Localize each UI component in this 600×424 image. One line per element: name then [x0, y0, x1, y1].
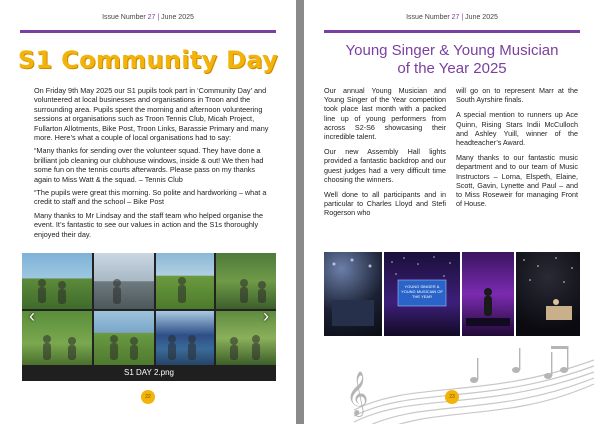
page-number: 23	[445, 390, 459, 404]
header-separator: |	[461, 14, 464, 21]
slideshow-caption: S1 DAY 2.png	[22, 365, 276, 381]
article-paragraph: “Many thanks for sending over the volunteer squad. They have done a brilliant job cleaning our clubhouse windows, inside & out! We then had some fun on the tennis courts afterwards. Please pass on my thanks again to Miss Watt & the squad. – Tennis Club	[34, 146, 264, 184]
header-rule	[324, 30, 580, 33]
header-rule	[20, 30, 276, 33]
issue-number: 27	[451, 14, 460, 21]
slideshow-next-button[interactable]: ›	[263, 306, 269, 326]
article-body	[34, 86, 270, 243]
article-paragraph: will go on to represent Marr at the South Ayrshire finals.	[456, 86, 578, 105]
stage-screen-text: YOUNG SINGER & YOUNG MUSICIAN OF THE YEAR	[400, 284, 443, 299]
left-page	[0, 0, 296, 424]
article-paragraph: Well done to all participants and in particular to Charles Lloyd and Stefi Rogerson who	[324, 190, 446, 218]
svg-text:𝄞: 𝄞	[346, 371, 369, 415]
article-paragraph: Our annual Young Musician and Young Singer of the Year competition took place last month with a packed line up of young performers from across S2-S6 showcasing their incredible talent.	[324, 86, 446, 142]
issue-date: June 2025	[161, 14, 194, 21]
page-number: 22	[141, 390, 155, 404]
photo-hall-lights	[324, 252, 382, 336]
issue-label: Issue Number	[406, 14, 450, 21]
issue-label: Issue Number	[102, 14, 146, 21]
article-paragraph: Many thanks to Mr Lindsay and the staff team who helped organise the event. It’s fantastic to see our values in action and the S1s thoroughly enjoyed their day.	[34, 210, 264, 239]
article-paragraph: Many thanks to our fantastic music department and to our team of Music Instructors – Lorna, Elspeth, Elaine, Scott, Gavin, Lynette and Paul – and to Miss Roseweir for managing Front of House.	[456, 153, 578, 209]
article-title: S1 Community Day	[17, 46, 279, 74]
page-header	[304, 14, 600, 21]
text-column-2	[456, 86, 578, 214]
article-paragraph: A special mention to runners up Ace Quinn, Rising Stars Indii McCulloch and Ashley Yuill, winner of the headteacher’s Award.	[456, 110, 578, 148]
right-page	[304, 0, 600, 424]
people-silhouettes	[22, 253, 276, 365]
issue-date: June 2025	[465, 14, 498, 21]
article-paragraph: Our new Assembly Hall lights provided a fantastic backdrop and our guest judges had a very difficult time choosing the winners.	[324, 147, 446, 184]
text-column-1	[324, 86, 446, 224]
article-title	[304, 42, 600, 78]
photo-performer	[462, 252, 514, 336]
concert-photos	[324, 252, 580, 336]
photo-piano-stage	[516, 252, 580, 336]
music-notes-decoration	[324, 340, 600, 424]
photo-slideshow[interactable]	[22, 253, 276, 381]
issue-number: 27	[147, 14, 156, 21]
title-line: Young Singer & Young Musician	[345, 42, 559, 59]
article-paragraph: “The pupils were great this morning. So polite and hardworking – what a credit to staff and the school – Bike Post	[34, 188, 267, 207]
title-line: of the Year 2025	[397, 60, 507, 77]
slideshow-prev-button[interactable]: ‹	[29, 306, 35, 326]
photo-stage-screen	[384, 252, 460, 336]
header-separator: |	[157, 14, 160, 21]
page-header	[0, 14, 296, 21]
article-paragraph: On Friday 9th May 2025 our S1 pupils took part in ‘Community Day’ and volunteered at local businesses and organisations in Troon and the surrounding area. Pupils spent the morning and afternoon volunteering sessions at organisations such as Troon Tennis Club, Micah Project, Fullarton Allotments, Bike Post, Troon Links, Barassie Primary and many more. Here’s what a couple of local organisations had to say:	[34, 86, 269, 143]
